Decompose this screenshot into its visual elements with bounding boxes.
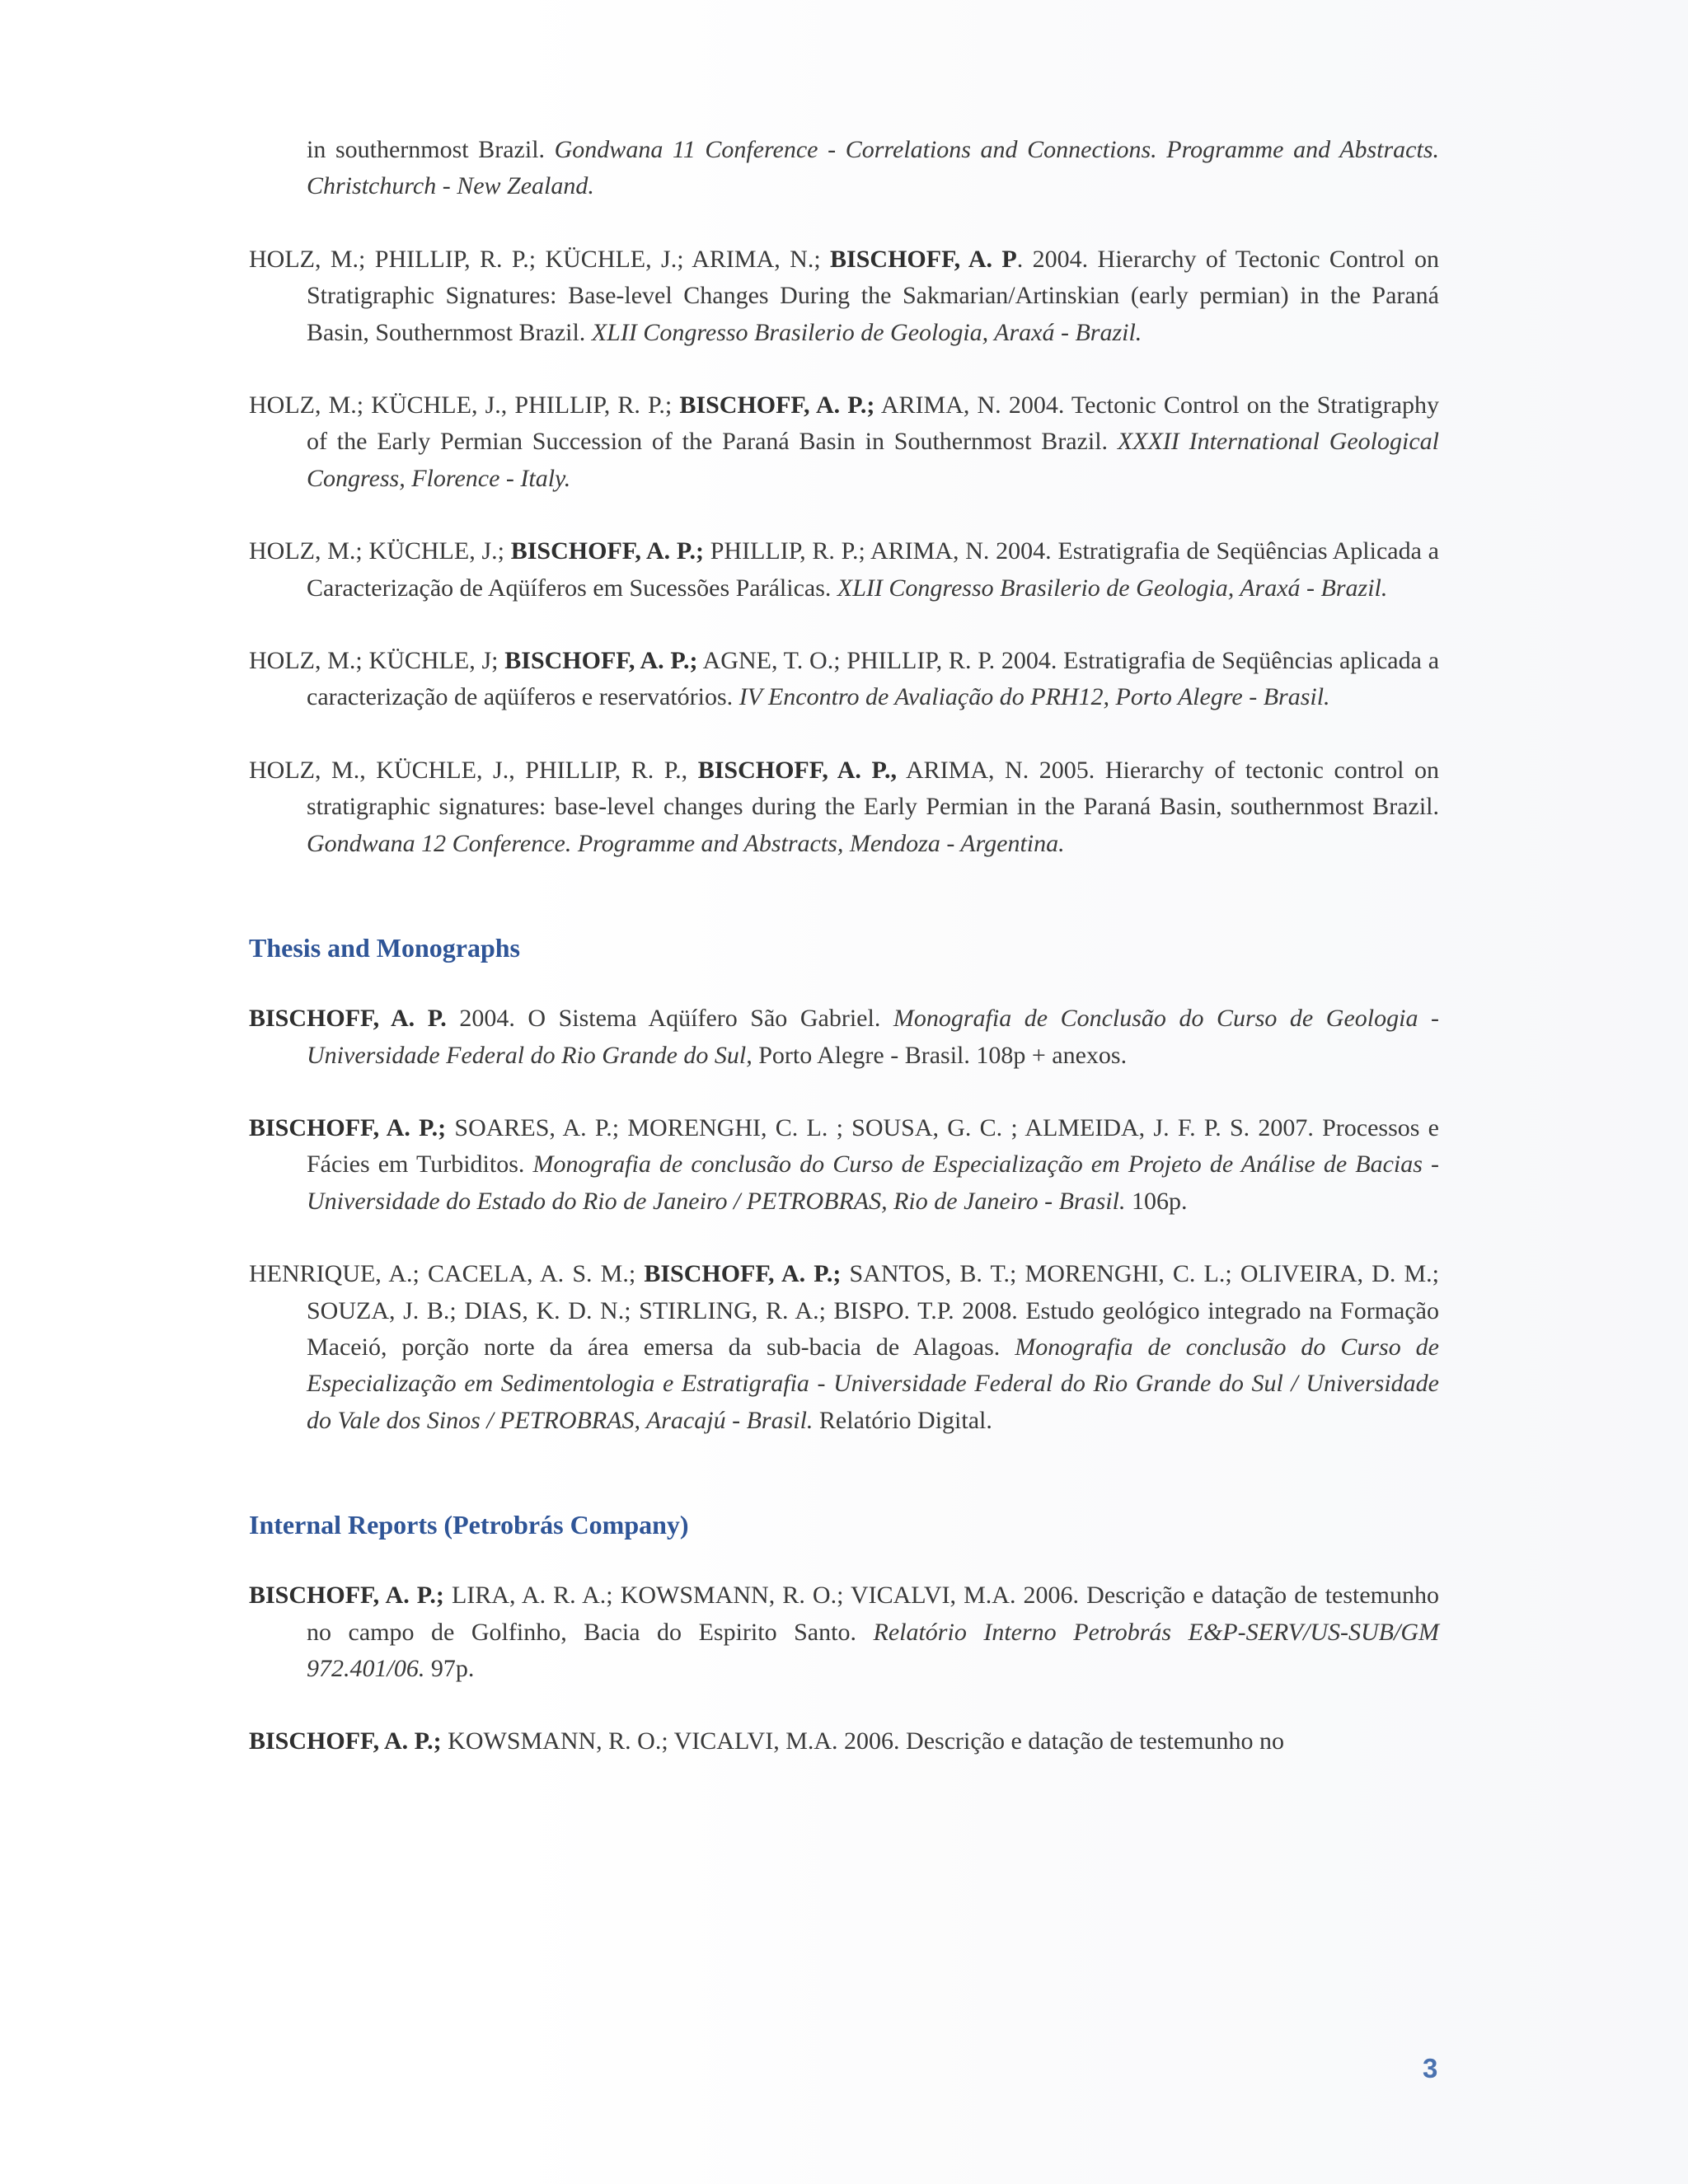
highlighted-author: BISCHOFF, A. P. <box>249 1005 447 1033</box>
page-number: 3 <box>1423 2053 1438 2083</box>
reference-authors: HOLZ, M.; KÜCHLE, J; <box>249 647 505 675</box>
reference-tail: Relatório Digital. <box>813 1406 992 1434</box>
reference-text: ARIMA, N. 2005. Hierarchy of tectonic control on stratigraphic signatures: base-level changes during the Early Permian in the Paraná Basin, southernmost Brazil. <box>307 756 1440 821</box>
conference-reference-5 <box>249 752 1439 862</box>
reference-venue: Monografia de conclusão do Curso de Especialização em Sedimentologia e Estratigrafia - Universidade Federal do Rio Grande do Sul / Universidade do Vale dos Sinos / PETROBRAS, Aracajú - Brasil. <box>307 1333 1439 1434</box>
highlighted-author: BISCHOFF, A. P <box>830 245 1017 273</box>
thesis-reference-2 <box>249 1110 1439 1220</box>
conference-reference-2 <box>249 387 1439 497</box>
reference-text: PHILLIP, R. P.; ARIMA, N. 2004. Estratigrafia de Seqüências Aplicada a Caracterização de Aqüíferos em Sucessões Parálicas. <box>307 537 1439 602</box>
section-heading-internal-reports: Internal Reports (Petrobrás Company) <box>249 1510 689 1540</box>
reference-tail: 97p. <box>424 1654 475 1682</box>
section-heading-thesis: Thesis and Monographs <box>249 933 520 963</box>
reference-venue: Monografia de conclusão do Curso de Especialização em Projeto de Análise de Bacias - Universidade do Estado do Rio de Janeiro / PETROBRAS, Rio de Janeiro - Brasil. <box>307 1151 1439 1215</box>
reference-text: AGNE, T. O.; PHILLIP, R. P. 2004. Estratigrafia de Seqüências aplicada a caracterização de aqüíferos e reservatórios. <box>307 647 1440 711</box>
highlighted-author: BISCHOFF, A. P.; <box>679 391 875 419</box>
reference-text: SANTOS, B. T.; MORENGHI, C. L.; OLIVEIRA, D. M.; SOUZA, J. B.; DIAS, K. D. N.; STIRLING, R. A.; BISPO. T.P. 2008. Estudo geológico integrado na Formação Maceió, porção norte da área emersa da sub-bacia de Alagoas. <box>307 1260 1439 1361</box>
highlighted-author: BISCHOFF, A. P.; <box>249 1582 444 1610</box>
reference-venue: XLII Congresso Brasilerio de Geologia, Araxá - Brazil. <box>591 318 1142 346</box>
highlighted-author: BISCHOFF, A. P.; <box>644 1260 842 1288</box>
reference-tail: Porto Alegre - Brasil. 108p + anexos. <box>752 1041 1128 1069</box>
reference-venue: XXXII International Geological Congress, Florence - Italy. <box>307 428 1439 492</box>
highlighted-author: BISCHOFF, A. P.; <box>249 1727 442 1755</box>
reference-text: KOWSMANN, R. O.; VICALVI, M.A. 2006. Descrição e datação de testemunho no <box>441 1727 1285 1755</box>
reference-text: SOARES, A. P.; MORENGHI, C. L. ; SOUSA, G. C. ; ALMEIDA, J. F. P. S. 2007. Processos e Fácies em Turbiditos. <box>307 1113 1439 1179</box>
reference-venue: XLII Congresso Brasilerio de Geologia, Araxá - Brazil. <box>837 574 1388 602</box>
thesis-reference-3 <box>249 1256 1439 1439</box>
highlighted-author: BISCHOFF, A. P.; <box>510 537 704 565</box>
reference-authors: HOLZ, M.; PHILLIP, R. P.; KÜCHLE, J.; ARIMA, N.; <box>249 245 831 273</box>
reference-text: in southernmost Brazil. <box>307 136 555 163</box>
reference-authors: HENRIQUE, A.; CACELA, A. S. M.; <box>249 1260 645 1288</box>
report-reference-2 <box>249 1723 1439 1760</box>
reference-venue: Gondwana 11 Conference - Correlations and Connections. Programme and Abstracts. Christchurch - New Zealand. <box>307 136 1439 200</box>
reference-text: . 2004. Hierarchy of Tectonic Control on Stratigraphic Signatures: Base-level Changes During the Sakmarian/Artinskian (early permian) in the Paraná Basin, Southernmost Brazil. <box>307 245 1439 346</box>
thesis-reference-1 <box>249 1001 1439 1074</box>
conference-reference-4 <box>249 643 1439 716</box>
reference-venue: Gondwana 12 Conference. Programme and Abstracts, Mendoza - Argentina. <box>307 829 1065 857</box>
highlighted-author: BISCHOFF, A. P.; <box>504 647 698 675</box>
references-body <box>249 132 1439 1797</box>
conference-reference-1 <box>249 241 1439 351</box>
continued-reference <box>249 132 1439 205</box>
reference-authors: HOLZ, M.; KÜCHLE, J.; <box>249 537 511 565</box>
reference-authors: HOLZ, M., KÜCHLE, J., PHILLIP, R. P., <box>249 756 698 784</box>
reference-venue: Relatório Interno Petrobrás E&P-SERV/US-SUB/GM 972.401/06. <box>307 1618 1440 1682</box>
reference-venue: Monografia de Conclusão do Curso de Geologia - Universidade Federal do Rio Grande do Sul, <box>307 1005 1439 1069</box>
highlighted-author: BISCHOFF, A. P., <box>697 756 898 784</box>
reference-text: ARIMA, N. 2004. Tectonic Control on the Stratigraphy of the Early Permian Succession of the Paraná Basin in Southernmost Brazil. <box>307 391 1439 456</box>
highlighted-author: BISCHOFF, A. P.; <box>249 1113 447 1141</box>
reference-text: 2004. O Sistema Aqüífero São Gabriel. <box>446 1005 893 1033</box>
reference-venue: IV Encontro de Avaliação do PRH12, Porto Alegre - Brasil. <box>738 683 1330 711</box>
reference-text: LIRA, A. R. A.; KOWSMANN, R. O.; VICALVI, M.A. 2006. Descrição e datação de testemunho no campo de Golfinho, Bacia do Espirito Santo. <box>307 1582 1440 1646</box>
conference-reference-3 <box>249 533 1439 607</box>
report-reference-1 <box>249 1577 1439 1687</box>
reference-tail: 106p. <box>1125 1187 1188 1215</box>
reference-authors: HOLZ, M.; KÜCHLE, J., PHILLIP, R. P.; <box>249 391 680 419</box>
